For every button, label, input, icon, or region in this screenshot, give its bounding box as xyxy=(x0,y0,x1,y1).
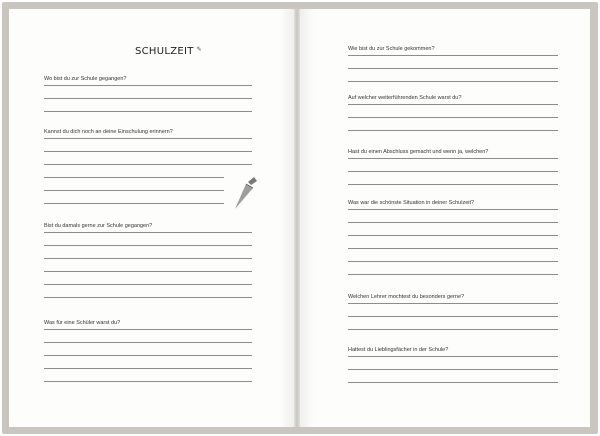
answer-line[interactable] xyxy=(44,138,252,139)
answer-line[interactable] xyxy=(44,368,252,369)
answer-line[interactable] xyxy=(44,232,252,233)
answer-line[interactable] xyxy=(348,248,558,249)
answer-line[interactable] xyxy=(44,98,252,99)
left-page xyxy=(9,9,294,427)
question-best-moment: Was war die schönste Situation in deiner Schulzeit? xyxy=(348,200,475,206)
answer-line[interactable] xyxy=(44,164,252,165)
question-student-type: Was für eine Schüler warst du? xyxy=(44,320,121,326)
answer-line[interactable] xyxy=(44,177,224,178)
answer-line[interactable] xyxy=(348,117,558,118)
answer-line[interactable] xyxy=(348,209,558,210)
answer-line[interactable] xyxy=(44,284,252,285)
question-favorite-subjects: Hattest du Lieblingsfächer in der Schule? xyxy=(348,347,449,353)
answer-line[interactable] xyxy=(348,55,558,56)
answer-line[interactable] xyxy=(44,111,252,112)
answer-line[interactable] xyxy=(348,222,558,223)
question-graduation: Hast du einen Abschluss gemacht und wenn ja, welchen? xyxy=(348,149,489,155)
answer-line[interactable] xyxy=(348,356,558,357)
answer-line[interactable] xyxy=(44,329,252,330)
answer-line[interactable] xyxy=(348,382,558,383)
school-cone-icon xyxy=(232,176,258,210)
answer-line[interactable] xyxy=(348,329,558,330)
answer-line[interactable] xyxy=(348,261,558,262)
answer-line[interactable] xyxy=(348,274,558,275)
question-school-location: Wo bist du zur Schule gegangen? xyxy=(44,76,127,82)
answer-line[interactable] xyxy=(348,68,558,69)
answer-line[interactable] xyxy=(44,203,224,204)
answer-line[interactable] xyxy=(348,104,558,105)
answer-line[interactable] xyxy=(348,158,558,159)
answer-line[interactable] xyxy=(44,85,252,86)
pencil-icon: ✎ xyxy=(196,46,202,53)
answer-line[interactable] xyxy=(348,303,558,304)
right-page xyxy=(300,9,590,427)
answer-line[interactable] xyxy=(348,130,558,131)
answer-line[interactable] xyxy=(44,258,252,259)
answer-line[interactable] xyxy=(348,171,558,172)
answer-line[interactable] xyxy=(348,369,558,370)
answer-line[interactable] xyxy=(348,81,558,82)
page-title: SCHULZEIT ✎ xyxy=(135,46,202,57)
answer-line[interactable] xyxy=(44,190,224,191)
answer-line[interactable] xyxy=(44,151,252,152)
answer-line[interactable] xyxy=(348,316,558,317)
question-liked-school: Bist du damals gerne zur Schule gegangen? xyxy=(44,223,153,229)
answer-line[interactable] xyxy=(44,245,252,246)
question-secondary-school: Auf welcher weiterführenden Schule warst du? xyxy=(348,95,462,101)
answer-line[interactable] xyxy=(44,355,252,356)
answer-line[interactable] xyxy=(44,271,252,272)
answer-line[interactable] xyxy=(44,297,252,298)
answer-line[interactable] xyxy=(44,381,252,382)
answer-line[interactable] xyxy=(348,235,558,236)
answer-line[interactable] xyxy=(44,342,252,343)
question-commute: Wie bist du zur Schule gekommen? xyxy=(348,46,435,52)
question-favorite-teacher: Welchen Lehrer mochtest du besonders gerne? xyxy=(348,294,465,300)
answer-line[interactable] xyxy=(348,184,558,185)
question-enrollment: Kannst du dich noch an deine Einschulung erinnern? xyxy=(44,129,173,135)
